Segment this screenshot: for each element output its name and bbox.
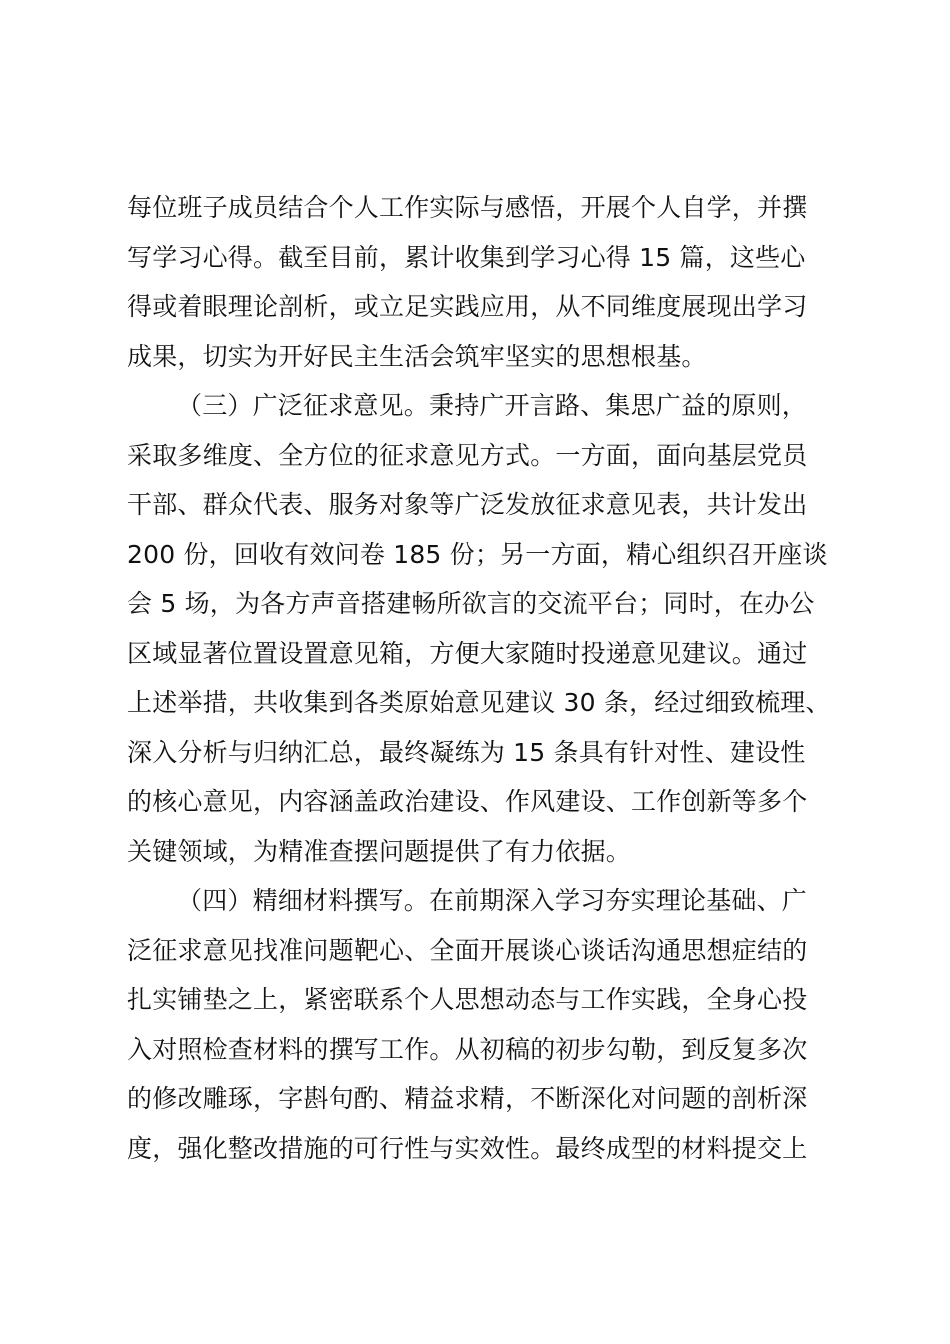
text-line: 关键领域，为精准查摆问题提供了有力依据。 bbox=[127, 836, 632, 866]
text-line: 200 份，回收有效问卷 185 份；另一方面，精心组织召开座谈 bbox=[127, 539, 828, 569]
text-line: 的修改雕琢，字斟句酌、精益求精，不断深化对问题的剖析深 bbox=[127, 1084, 808, 1113]
text-line: 扎实铺垫之上，紧密联系个人思想动态与工作实践，全身心投 bbox=[127, 985, 808, 1014]
text-line: 采取多维度、全方位的征求意见方式。一方面，面向基层党员 bbox=[127, 440, 808, 470]
text-line: 会 5 场，为各方声音搭建畅所欲言的交流平台；同时，在办公 bbox=[127, 589, 815, 618]
text-line: 每位班子成员结合个人工作实际与感悟，开展个人自学，并撰 bbox=[127, 193, 808, 222]
text-line: 干部、群众代表、服务对象等广泛发放征求意见表，共计发出 bbox=[127, 490, 808, 519]
section-four-heading-line: （四）精细材料撰写。在前期深入学习夯实理论基础、广 bbox=[177, 886, 808, 915]
body-text bbox=[127, 183, 847, 1173]
text-line: 上述举措，共收集到各类原始意见建议 30 条，经过细致梳理、 bbox=[127, 688, 831, 717]
text-line: 的核心意见，内容涵盖政治建设、作风建设、工作创新等多个 bbox=[127, 787, 808, 816]
text-line: 度，强化整改措施的可行性与实效性。最终成型的材料提交上 bbox=[127, 1133, 808, 1163]
text-line: 得或着眼理论剖析，或立足实践应用，从不同维度展现出学习 bbox=[127, 292, 808, 321]
text-line: 泛征求意见找准问题靶心、全面开展谈心谈话沟通思想症结的 bbox=[127, 935, 808, 965]
text-line: 成果，切实为开好民主生活会筑牢坚实的思想根基。 bbox=[127, 341, 707, 371]
text-line: 入对照检查材料的撰写工作。从初稿的初步勾勒，到反复多次 bbox=[127, 1034, 808, 1064]
text-line: 写学习心得。截至目前，累计收集到学习心得 15 篇，这些心 bbox=[127, 242, 806, 272]
text-line: 深入分析与归纳汇总，最终凝练为 15 条具有针对性、建设性 bbox=[127, 737, 806, 767]
text-line: 区域显著位置设置意见箱，方便大家随时投递意见建议。通过 bbox=[127, 638, 808, 668]
section-three-heading-line: （三）广泛征求意见。秉持广开言路、集思广益的原则， bbox=[177, 391, 808, 420]
